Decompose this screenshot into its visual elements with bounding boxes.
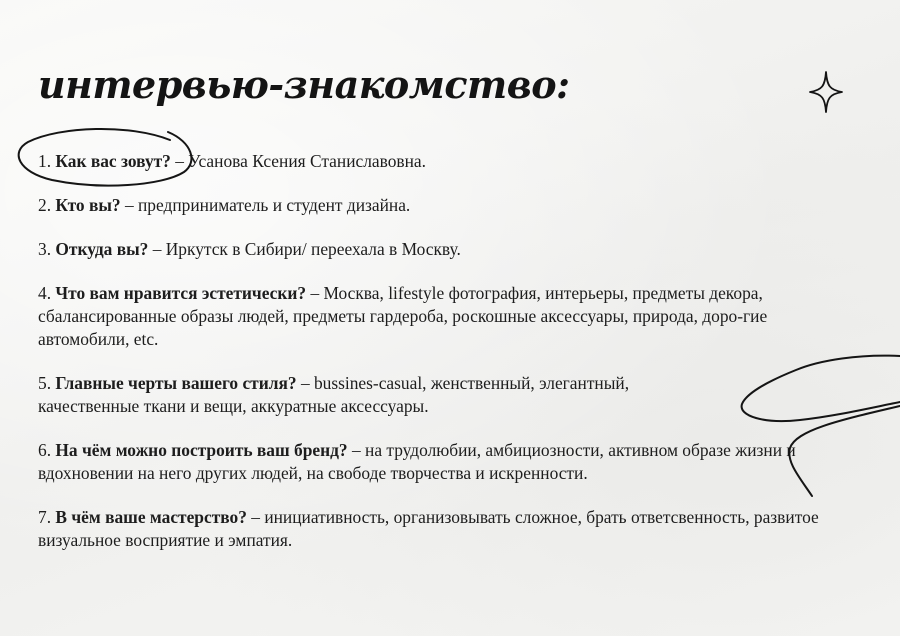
item-question: В чём ваше мастерство? (55, 507, 247, 527)
item-answer: предприниматель и студент дизайна. (138, 195, 411, 215)
interview-list (38, 150, 868, 573)
item-answer: Москва, lifestyle фотография, интерьеры, предметы декора, сбалансированные образы людей, предметы гардероба, роскошные аксессуары, природа, доро-гие автомобили, etc. (38, 283, 768, 349)
item-answer: Усанова Ксения Станиславовна. (188, 151, 426, 171)
item-question: Что вам нравится эстетически? (55, 283, 307, 303)
page-title: интервью-знакомство: (38, 62, 570, 107)
item-answer: инициативность, организовывать сложное, брать ответсвенность, развитое визуальное восприятие и эмпатия. (38, 507, 819, 550)
item-number: 5. (38, 373, 52, 393)
item-dash: – (120, 195, 138, 215)
list-item (38, 282, 860, 351)
list-item (38, 150, 558, 173)
item-number: 4. (38, 283, 52, 303)
sparkle-icon (808, 70, 844, 114)
item-dash: – (170, 151, 189, 171)
item-dash: – (148, 239, 166, 259)
item-dash: – (246, 507, 265, 527)
item-question: Как вас зовут? (55, 151, 171, 171)
item-number: 6. (38, 440, 52, 460)
item-number: 1. (38, 151, 52, 171)
item-dash: – (296, 373, 314, 393)
item-number: 2. (38, 195, 52, 215)
item-answer: bussines-casual, женственный, элегантный, качественные ткани и вещи, аккуратные аксессуары. (38, 373, 630, 416)
list-item (38, 238, 868, 261)
item-question: На чём можно построить ваш бренд? (55, 440, 348, 460)
list-item (38, 506, 860, 552)
list-item (38, 194, 868, 217)
item-number: 3. (38, 239, 52, 259)
list-item (38, 372, 718, 418)
item-question: Откуда вы? (55, 239, 149, 259)
list-item (38, 439, 848, 485)
item-number: 7. (38, 507, 52, 527)
item-dash: – (306, 283, 324, 303)
item-question: Главные черты вашего стиля? (55, 373, 297, 393)
item-answer: на трудолюбии, амбициозности, активном образе жизни и вдохновении на него других людей, на свободе творчества и искренности. (38, 440, 796, 483)
item-answer: Иркутск в Сибири/ переехала в Москву. (165, 239, 461, 259)
item-question: Кто вы? (55, 195, 121, 215)
item-dash: – (347, 440, 366, 460)
